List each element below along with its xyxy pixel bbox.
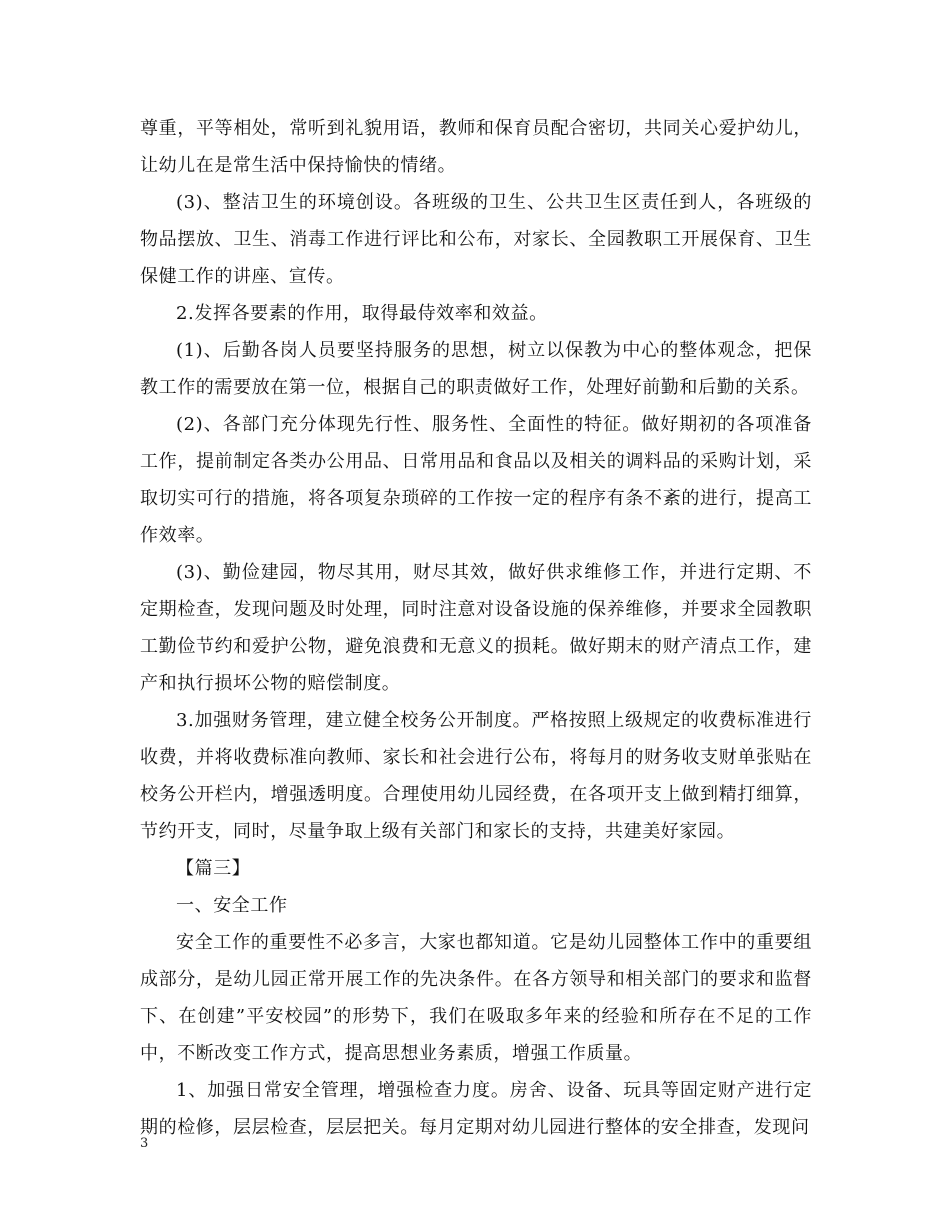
paragraph-safety-intro: 安全工作的重要性不必多言，大家也都知道。它是幼儿园整体工作中的重要组成部分，是幼儿园正常开展工作的先决条件。在各方领导和相关部门的要求和监督下、在创建”平安校园”的形势下，我们在吸取多年来的经验和所存在不足的工作中，不断改变工作方式，提高思想业务素质，增强工作质量。 <box>140 932 812 1064</box>
paragraph-logistics-staff: (1)、后勤各岗人员要坚持服务的思想，树立以保教为中心的整体观念，把保教工作的需要放在第一位，根据自己的职责做好工作，处理好前勤和后勤的关系。 <box>140 340 812 398</box>
paragraph-thrift: (3)、勤俭建园，物尽其用，财尽其效，做好供求维修工作，并进行定期、不定期检查，发现问题及时处理，同时注意对设备设施的保养维修，并要求全园教职工勤俭节约和爱护公物，避免浪费和无意义的损耗。做好期末的财产清点工作，建产和执行损坏公物的赔偿制度。 <box>140 562 812 694</box>
page-number: 3 <box>140 1136 149 1151</box>
paragraph-continuation: 尊重，平等相处，常听到礼貌用语，教师和保育员配合密切，共同关心爱护幼儿，让幼儿在是常生活中保持愉快的情绪。 <box>140 118 812 176</box>
paragraph-finance: 3.加强财务管理，建立健全校务公开制度。严格按照上级规定的收费标准进行收费，并将收费标准向教师、家长和社会进行公布，将每月的财务收支财单张贴在校务公开栏内，增强透明度。合理使用幼儿园经费，在各项开支上做到精打细算，节约开支，同时，尽量争取上级有关部门和家长的支持，共建美好家园。 <box>140 710 812 842</box>
section-heading-safety: 一、安全工作 <box>176 895 288 916</box>
paragraph-daily-safety: 1、加强日常安全管理，增强检查力度。房舍、设备、玩具等固定财产进行定期的检修，层层检查，层层把关。每月定期对幼儿园进行整体的安全排查，发现问 <box>140 1080 812 1138</box>
document-body <box>140 110 812 1146</box>
paragraph-heading-elements: 2.发挥各要素的作用，取得最侍效率和效益。 <box>176 303 548 324</box>
paragraph-departments: (2)、各部门充分体现先行性、服务性、全面性的特征。做好期初的各项准备工作，提前制定各类办公用品、日常用品和食品以及相关的调料品的采购计划，采取切实可行的措施，将各项复杂琐碎的工作按一定的程序有条不紊的进行，提高工作效率。 <box>140 414 812 546</box>
paragraph-environment: (3)、整洁卫生的环境创设。各班级的卫生、公共卫生区责任到人，各班级的物品摆放、卫生、消毒工作进行评比和公布，对家长、全园教职工开展保育、卫生保健工作的讲座、宣传。 <box>140 192 812 287</box>
section-heading-part-three: 【篇三】 <box>176 858 251 879</box>
